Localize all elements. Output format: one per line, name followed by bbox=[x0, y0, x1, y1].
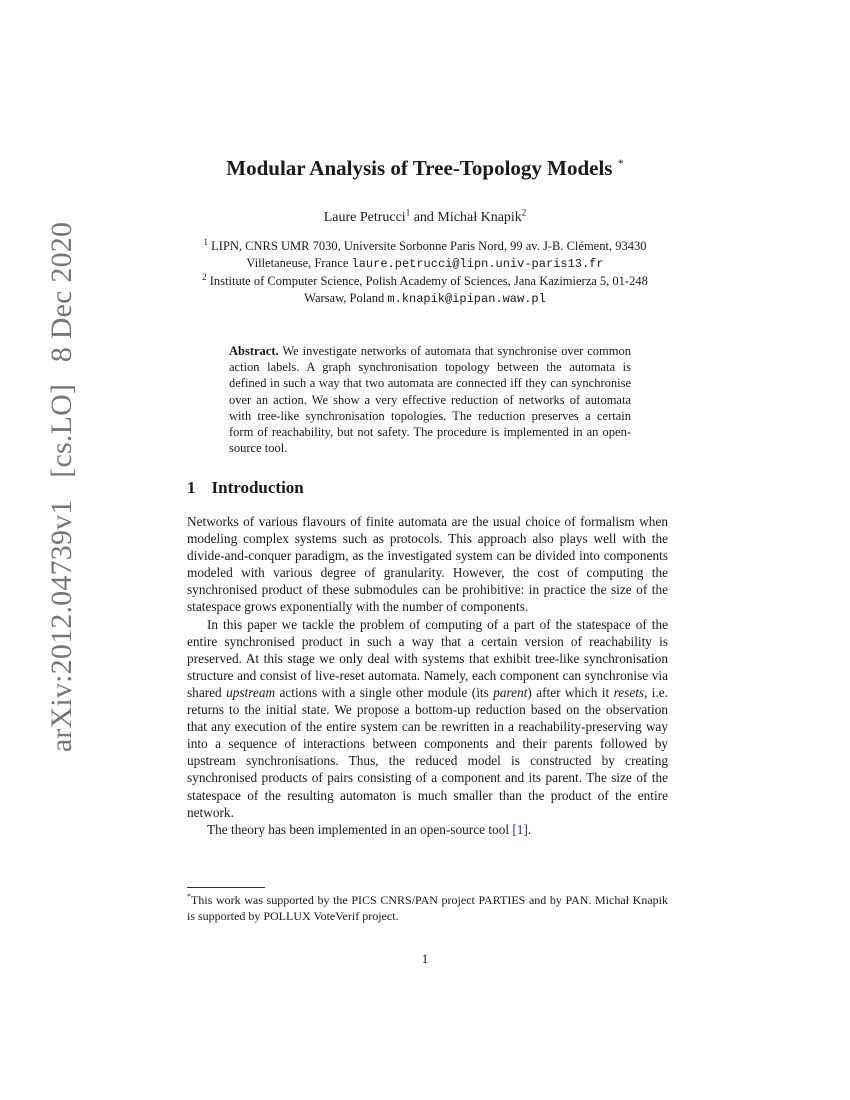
arxiv-category: [cs.LO] bbox=[45, 383, 78, 478]
arxiv-identifier-stamp bbox=[45, 208, 79, 752]
emphasis-upstream: upstream bbox=[226, 684, 276, 700]
affiliation-1 bbox=[190, 238, 660, 273]
paper-title bbox=[0, 156, 850, 181]
section-number: 1 bbox=[187, 478, 196, 497]
affiliation-1-text: LIPN, CNRS UMR 7030, Universite Sorbonne Paris Nord, 99 av. J-B. Clément, 93430 Villetaneuse, France bbox=[211, 239, 647, 270]
paragraph-2-part-a: In this paper we tackle the problem of computing of a part of the statespace of the entire synchronised product in such a way that a certain version of reachability is preserved. At this stage we only deal with systems that exhibit tree-like synchronisation structure and consist of live-reset automata. Namely, each component can synchronise via shared bbox=[187, 616, 668, 700]
paper-title-text: Modular Analysis of Tree-Topology Models bbox=[226, 156, 613, 180]
body-text bbox=[187, 513, 668, 838]
author-line bbox=[0, 207, 850, 226]
title-footnote-mark: * bbox=[617, 156, 624, 170]
section-heading bbox=[187, 478, 304, 498]
arxiv-date: 8 Dec 2020 bbox=[45, 221, 78, 363]
paragraph-2 bbox=[187, 616, 668, 821]
paragraph-3-part-a: The theory has been implemented in an open-source tool bbox=[207, 821, 510, 837]
author-conjunction: and bbox=[413, 210, 434, 225]
footnote-mark: * bbox=[187, 892, 191, 901]
affiliation-2-email: m.knapik@ipipan.waw.pl bbox=[387, 292, 546, 306]
abstract-label: Abstract. bbox=[229, 344, 279, 358]
paragraph-2-part-b: actions with a single other module (its bbox=[279, 684, 489, 700]
citation-link[interactable]: [1] bbox=[512, 821, 528, 837]
arxiv-id: arXiv:2012.04739v1 bbox=[45, 499, 78, 753]
paragraph-2-part-c: ) after which it bbox=[527, 684, 610, 700]
author-1-sup: 1 bbox=[405, 207, 411, 218]
section-title: Introduction bbox=[211, 478, 304, 497]
affiliations bbox=[190, 238, 660, 308]
paragraph-3 bbox=[187, 821, 668, 838]
abstract-text: We investigate networks of automata that synchronise over common action labels. A graph synchronisation topology between the automata is defined in such a way that two automata are connected iff they can synchronise over an action. We show a very effective reduction of networks of automata with tree-like synchronisation topologies. The reduction preserves a certain form of reachability, but not safety. The procedure is implemented in an open-source tool. bbox=[229, 344, 631, 456]
author-2-sup: 2 bbox=[521, 207, 527, 218]
affiliation-2 bbox=[190, 273, 660, 308]
affiliation-1-sup: 1 bbox=[203, 236, 209, 247]
paragraph-3-part-b: . bbox=[527, 821, 532, 837]
abstract bbox=[229, 343, 631, 456]
footnote-rule bbox=[187, 887, 265, 888]
footnote bbox=[187, 893, 668, 924]
affiliation-1-email: laure.petrucci@lipn.univ-paris13.fr bbox=[351, 257, 604, 271]
affiliation-2-sup: 2 bbox=[202, 271, 207, 282]
author-2: Michał Knapik bbox=[437, 210, 522, 225]
emphasis-resets: resets bbox=[613, 684, 645, 700]
footnote-text: This work was supported by the PICS CNRS/PAN project PARTIES and by PAN. Michał Knapik is supported by POLLUX VoteVerif project. bbox=[187, 893, 668, 923]
page-number: 1 bbox=[421, 951, 429, 966]
emphasis-parent: parent bbox=[493, 684, 528, 700]
author-1: Laure Petrucci bbox=[323, 210, 406, 225]
paragraph-2-part-d: , i.e. returns to the initial state. We propose a bottom-up reduction based on the observation that any execution of the entire system can be rewritten in a reachability-preserving way into a sequence of interactions between components and their parents followed by upstream synchronisations. Thus, the reduced model is constructed by creating synchronised products of pairs consisting of a component and its parent. The size of the statespace of the resulting automaton is much smaller than the product of the entire network. bbox=[187, 684, 669, 820]
affiliation-2-text: Institute of Computer Science, Polish Academy of Sciences, Jana Kazimierza 5, 01-248 Warsaw, Poland bbox=[209, 274, 648, 305]
paragraph-1: Networks of various flavours of finite automata are the usual choice of formalism when modeling complex systems such as protocols. This approach also plays well with the divide-and-conquer paradigm, as the investigated system can be divided into components modeled with various degree of granularity. However, the cost of computing the synchronised product of these submodules can be prohibitive: in practice the size of the statespace grows exponentially with the number of components. bbox=[187, 514, 668, 615]
